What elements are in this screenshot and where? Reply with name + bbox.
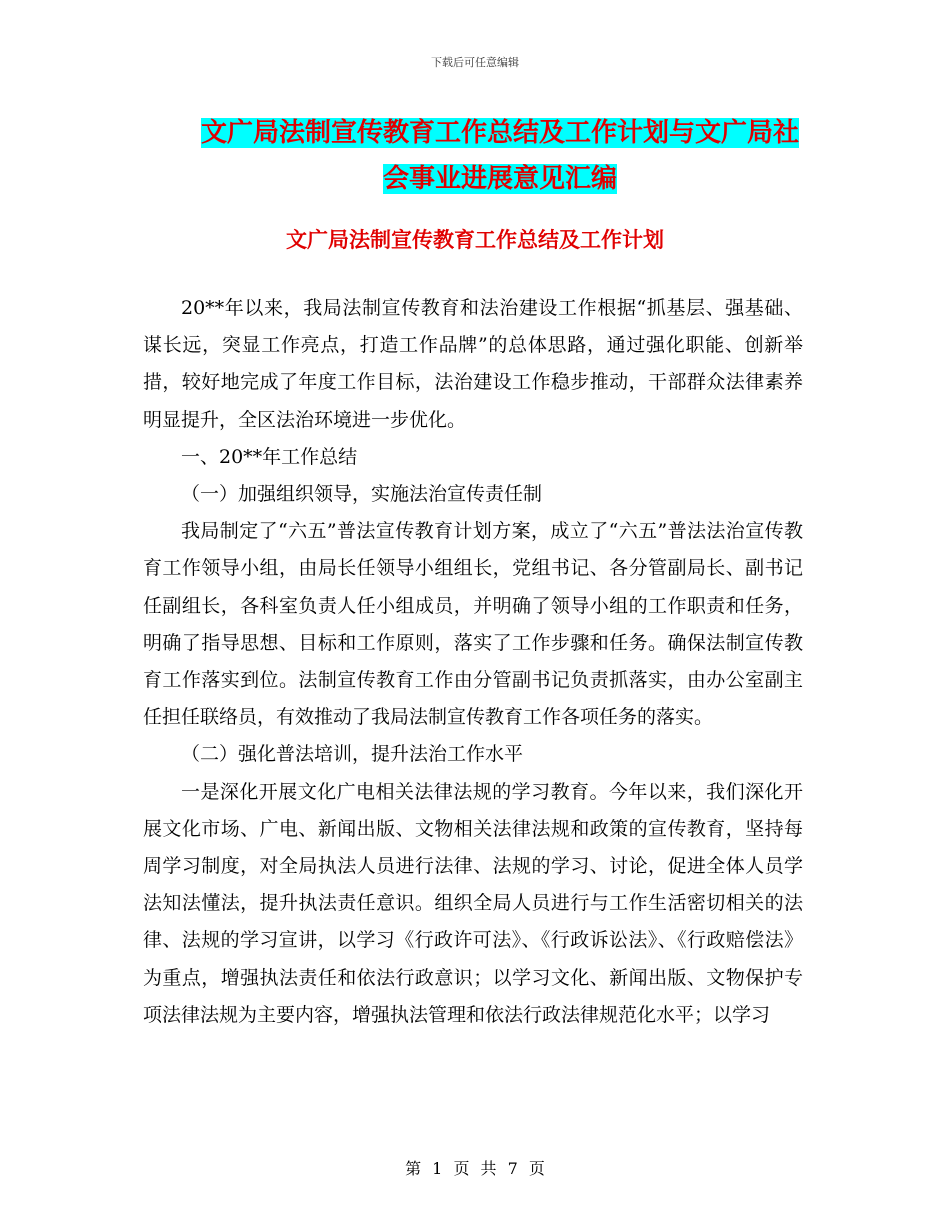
document-body — [143, 290, 803, 1034]
document-title-line-1: 文广局法制宣传教育工作总结及工作计划与文广局社 — [200, 118, 799, 148]
body-paragraph: 我局制定了“六五”普法宣传教育计划方案，成立了“六五”普法法治宣传教育工作领导小组，由局长任领导小组组长，党组书记、各分管副局长、副书记任副组长，各科室负责人任小组成员，并明确了领导小组的工作职责和任务，明确了指导思想、目标和工作原则，落实了工作步骤和任务。确保法制宣传教育工作落实到位。法制宣传教育工作由分管副书记负责抓落实，由办公室副主任担任联络员，有效推动了我局法制宣传教育工作各项任务的落实。 — [143, 520, 803, 729]
intro-paragraph: 20**年以来，我局法制宣传教育和法治建设工作根据“抓基层、强基础、谋长远，突显工作亮点，打造工作品牌”的总体思路，通过强化职能、创新举措，较好地完成了年度工作目标，法治建设工作稳步推动，干部群众法律素养明显提升，全区法治环境进一步优化。 — [143, 297, 803, 431]
subsection-heading-1: （一）加强组织领导，实施法治宣传责任制 — [181, 483, 543, 506]
header-note: 下载后可任意编辑 — [431, 56, 519, 69]
subsection-heading-2: （二）强化普法培训，提升法治工作水平 — [181, 743, 524, 766]
document-title — [150, 110, 850, 202]
page-number-footer: 第 1 页 共 7 页 — [405, 1159, 545, 1178]
body-paragraph: 一是深化开展文化广电相关法律法规的学习教育。今年以来，我们深化开展文化市场、广电、新闻出版、文物相关法律法规和政策的宣传教育，坚持每周学习制度，对全局执法人员进行法律、法规的学习、讨论，促进全体人员学法知法懂法，提升执法责任意识。组织全局人员进行与工作生活密切相关的法律、法规的学习宣讲，以学习《行政许可法》、《行政诉讼法》、《行政赔偿法》为重点，增强执法责任和依法行政意识；以学习文化、新闻出版、文物保护专项法律法规为主要内容，增强执法管理和依法行政法律规范化水平；以学习 — [143, 780, 803, 1026]
document-title-line-2: 会事业进展意见汇编 — [382, 164, 617, 194]
section-heading-1: 一、20**年工作总结 — [181, 445, 358, 468]
section-title: 文广局法制宣传教育工作总结及工作计划 — [286, 228, 664, 252]
